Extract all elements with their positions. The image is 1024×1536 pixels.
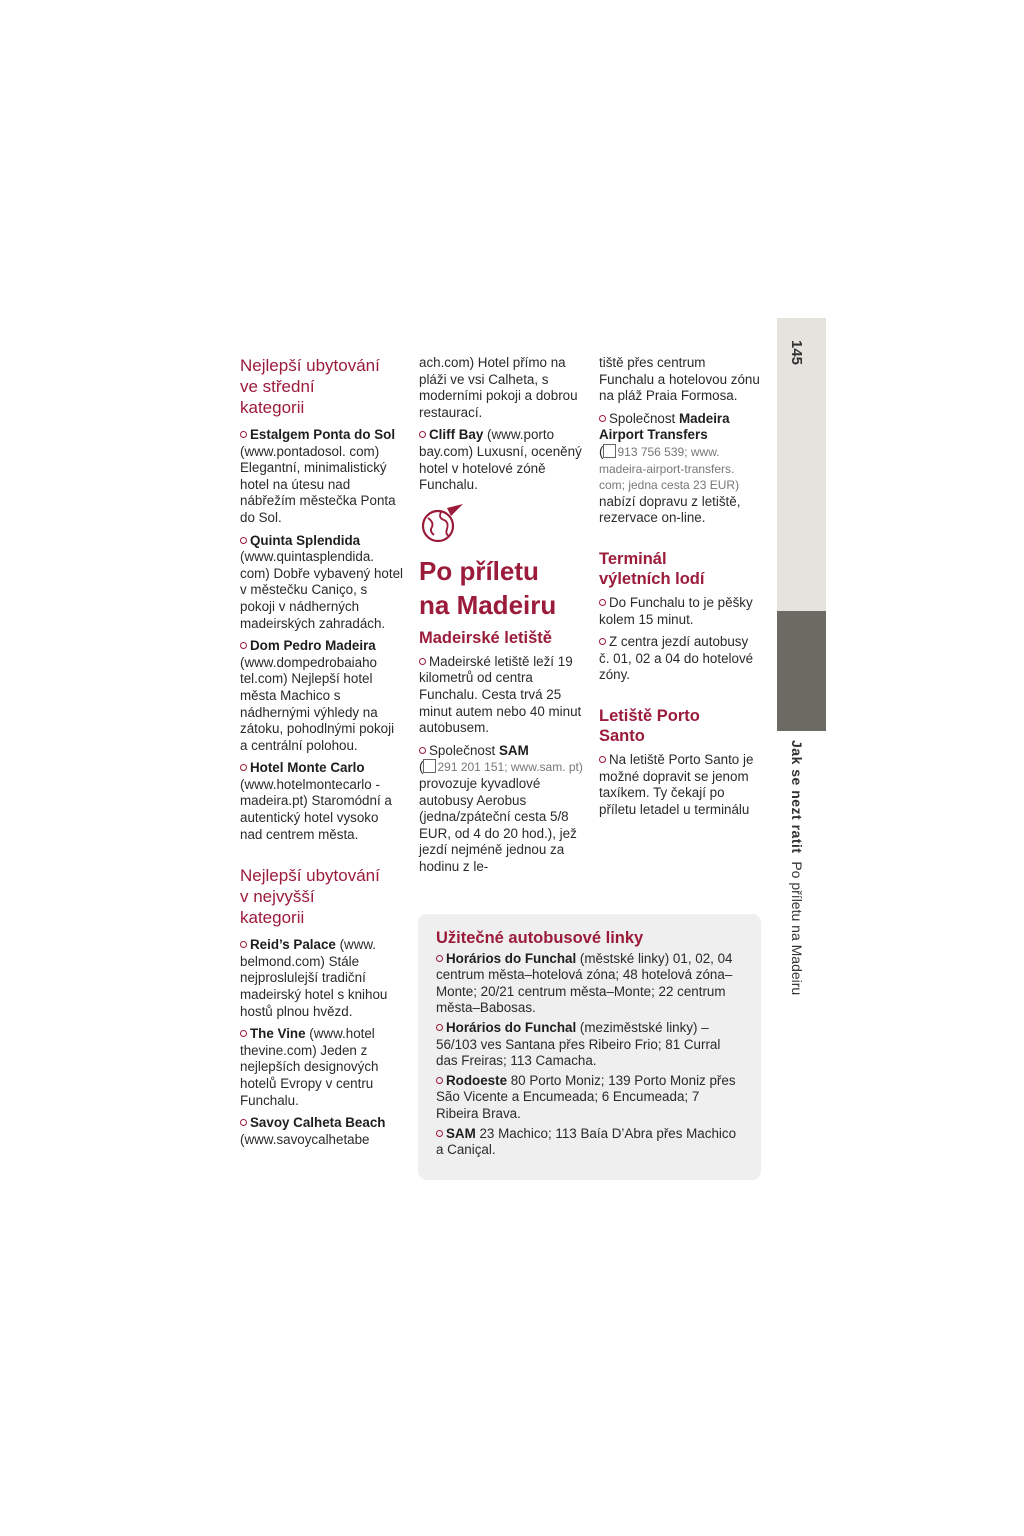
page-number: 145 — [788, 340, 805, 366]
continued-text: ach.com) Hotel přímo na pláži ve vsi Calheta, s moderními pokoji a dobrou restaurací. — [419, 355, 578, 420]
bullet-icon — [436, 1077, 443, 1084]
box-title: Užitečné autobusové linky — [436, 929, 644, 947]
list-item: Do Funchalu to je pěšky kolem 15 minut. — [599, 594, 753, 627]
list-item: The Vine (www.hotel thevine.com) Jeden z nejlepších designových hotelů Evropy v centru Funchalu. — [240, 1026, 379, 1108]
side-tab-dark — [777, 611, 826, 731]
bullet-icon — [599, 415, 606, 422]
heading-airport: Madeirské letiště — [419, 628, 552, 647]
bullet-icon — [436, 955, 443, 962]
bus-lines-box — [418, 914, 761, 1180]
bullet-icon — [419, 431, 426, 438]
chapter-title: Po příletu na Madeiru — [419, 555, 557, 620]
list-item: Reid’s Palace (www. belmond.com) Stále nejproslulejší tradiční madeirský hotel s knihou hostů plnou hvězd. — [240, 937, 388, 1019]
list-item: Madeirské letiště leží 19 kilometrů od centra Funchalu. Cesta trvá 25 minut autem nebo 40 minut autobusem. — [419, 653, 582, 736]
running-header: Jak se nezt ratit Po příletu na Madeiru — [789, 740, 805, 996]
heading-cruise-terminal: Terminál výletních lodí — [599, 549, 705, 588]
bullet-icon — [436, 1024, 443, 1031]
bullet-icon — [240, 764, 247, 771]
list-item: Společnost SAM ( 291 201 151; www.sam. pt) provozuje kyvadlové autobusy Aerobus (jedna/zpáteční cesta 5/8 EUR, od 4 do 20 hod.), jež jezdí nejméně jednou za hodinu z le- — [419, 742, 583, 874]
heading-mid-range: Nejlepší ubytování ve střední kategorii — [240, 356, 380, 417]
list-item: Cliff Bay (www.porto bay.com) Luxusní, oceněný hotel v hotelové zóně Funchalu. — [419, 427, 582, 493]
heading-top-range: Nejlepší ubytování v nejvyšší kategorii — [240, 866, 380, 928]
list-item: Rodoeste 80 Porto Moniz; 139 Porto Moniz přes São Vicente a Encumeada; 6 Encumeada; 7 Ribeira Brava. — [436, 1072, 736, 1121]
continued-text: tiště přes centrum Funchalu a hotelovou zónu na pláž Praia Formosa. — [599, 355, 760, 404]
globe-plane-icon — [419, 500, 465, 546]
bullet-icon — [240, 642, 247, 649]
list-item: Estalgem Ponta do Sol (www.pontadosol. com) Elegantní, minimalistický hotel na útesu nad nábřežím městečka Ponta do Sol. — [240, 427, 396, 525]
bullet-icon — [419, 747, 426, 754]
bullet-icon — [599, 599, 606, 606]
bullet-icon — [599, 756, 606, 763]
list-item: Hotel Monte Carlo (www.hotelmontecarlo -madeira.pt) Staromódní a autentický hotel vysoko nad centrem města. — [240, 760, 392, 842]
phone-icon — [603, 444, 616, 458]
list-item: Horários do Funchal (meziměstské linky) – 56/103 ves Santana přes Ribeiro Frio; 81 Curral das Freiras; 113 Camacha. — [436, 1019, 721, 1069]
bullet-icon — [240, 941, 247, 948]
column-1 — [240, 355, 404, 1154]
list-item: Dom Pedro Madeira (www.dompedrobaiaho tel.com) Nejlepší hotel města Machico s nádhernými výhledy na zátoku, pohodlnými pokoji a centrální polohou. — [240, 638, 395, 753]
phone-icon — [423, 759, 436, 773]
bullet-icon — [240, 1030, 247, 1037]
list-item: Savoy Calheta Beach (www.savoycalhetabe — [240, 1115, 386, 1147]
list-item: SAM 23 Machico; 113 Baía D’Abra přes Machico a Caniçal. — [436, 1125, 737, 1158]
heading-porto-santo: Letiště Porto Santo — [599, 706, 700, 745]
bullet-icon — [599, 638, 606, 645]
list-item: Společnost Madeira Airport Transfers ( 913 756 539; www. madeira-airport-transfers. com; jedna cesta 23 EUR) nabízí dopravu z letiště, rezervace on-line. — [599, 410, 741, 526]
list-item: Horários do Funchal (městské linky) 01, 02, 04 centrum města–hotelová zóna; 48 hotelová zóna–Monte; 20/21 centrum města–Monte; 22 centrum města–Babosas. — [436, 950, 733, 1016]
bullet-icon — [419, 658, 426, 665]
column-3 — [599, 355, 761, 824]
bullet-icon — [240, 537, 247, 544]
list-item: Quinta Splendida (www.quintasplendida. com) Dobře vybavený hotel v městečku Caniço, s pokoji v nádherných madeirských zahradách. — [240, 532, 403, 631]
bullet-icon — [436, 1130, 443, 1137]
list-item: Na letiště Porto Santo je možné dopravit se jenom taxíkem. Ty čekají po příletu letadel u terminálu — [599, 751, 754, 817]
bullet-icon — [240, 431, 247, 438]
column-2 — [419, 355, 585, 881]
bullet-icon — [240, 1119, 247, 1126]
list-item: Z centra jezdí autobusy č. 01, 02 a 04 do hotelové zóny. — [599, 634, 754, 683]
